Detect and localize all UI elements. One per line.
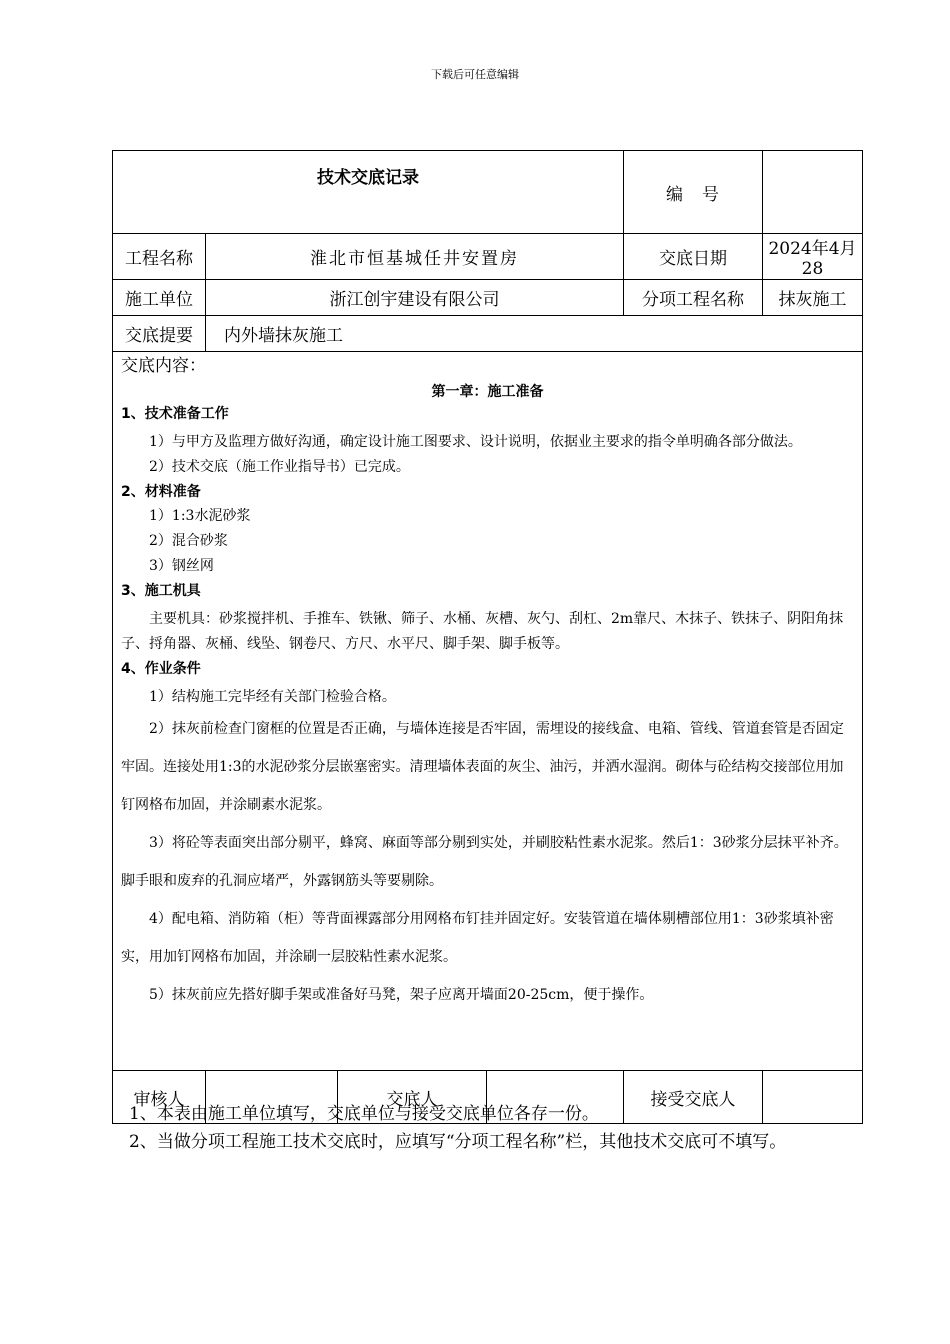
section-heading: 3、施工机具 (121, 583, 201, 599)
chapter-heading: 第一章：施工准备 (431, 384, 544, 400)
section-heading: 2、材料准备 (121, 484, 201, 500)
discloser-label: 交底人 (338, 1071, 487, 1124)
number-label: 编 号 (624, 151, 763, 234)
summary-label: 交底提要 (113, 316, 206, 352)
paragraph: 1）结构施工完毕经有关部门检验合格。 (149, 689, 396, 705)
summary-value: 内外墙抹灰施工 (206, 316, 863, 352)
company-value: 浙江创宇建设有限公司 (206, 280, 624, 316)
disclosure-content (113, 352, 863, 1071)
project-value: 淮北市恒基城任井安置房 (206, 234, 624, 280)
disclosure-form-table (112, 150, 863, 1124)
footnote: 2、当做分项工程施工技术交底时，应填写“分项工程名称”栏，其他技术交底可不填写。 (129, 1132, 787, 1152)
date-label: 交底日期 (624, 234, 763, 280)
number-value (763, 151, 863, 234)
form-title: 技术交底记录 (113, 151, 624, 234)
paragraph: 主要机具：砂浆搅拌机、手推车、铁锹、筛子、水桶、灰槽、灰勺、刮杠、2m靠尺、木抹子、铁抹子、阴阳角抹子、捋角器、灰桶、线坠、钢卷尺、方尺、水平尺、脚手架、脚手板等。 (121, 611, 844, 652)
reviewer-label: 审核人 (113, 1071, 206, 1124)
paragraph: 5）抹灰前应先搭好脚手架或准备好马凳，架子应离开墙面20-25cm，便于操作。 (149, 987, 654, 1003)
paragraph: 1）1:3水泥砂浆 (149, 508, 251, 524)
date-value: 2024年4月28 (763, 234, 863, 280)
footnotes (112, 1100, 786, 1156)
paragraph: 3）将砼等表面突出部分剔平，蜂窝、麻面等部分剔到实处，并刷胶粘性素水泥浆。然后1：3砂浆分层抹平补齐。脚手眼和废弃的孔洞应堵严，外露钢筋头等要剔除。 (121, 835, 848, 889)
receiver-label: 接受交底人 (624, 1071, 763, 1124)
section-heading: 1、技术准备工作 (121, 406, 229, 422)
paragraph: 2）混合砂浆 (149, 533, 228, 549)
company-label: 施工单位 (113, 280, 206, 316)
paragraph: 2）技术交底（施工作业指导书）已完成。 (149, 459, 410, 475)
subproject-label: 分项工程名称 (624, 280, 763, 316)
paragraph: 2）抹灰前检查门窗框的位置是否正确，与墙体连接是否牢固，需埋设的接线盒、电箱、管线、管道套管是否固定牢固。连接处用1:3的水泥砂浆分层嵌塞密实。清理墙体表面的灰尘、油污，并洒水湿润。砌体与砼结构交接部位用加钉网格布加固，并涂刷素水泥浆。 (121, 721, 844, 813)
subproject-value: 抹灰施工 (763, 280, 863, 316)
section-heading: 4、作业条件 (121, 661, 201, 677)
content-label: 交底内容： (121, 356, 206, 376)
paragraph: 1）与甲方及监理方做好沟通，确定设计施工图要求、设计说明，依据业主要求的指令单明确各部分做法。 (149, 434, 802, 450)
header-note: 下载后可任意编辑 (431, 68, 519, 81)
footnote: 1、本表由施工单位填写，交底单位与接受交底单位各存一份。 (129, 1104, 599, 1124)
project-label: 工程名称 (113, 234, 206, 280)
paragraph: 4）配电箱、消防箱（柜）等背面裸露部分用网格布钉挂并固定好。安装管道在墙体剔槽部位用1：3砂浆填补密实，用加钉网格布加固，并涂刷一层胶粘性素水泥浆。 (121, 911, 834, 965)
paragraph: 3）钢丝网 (149, 558, 214, 574)
